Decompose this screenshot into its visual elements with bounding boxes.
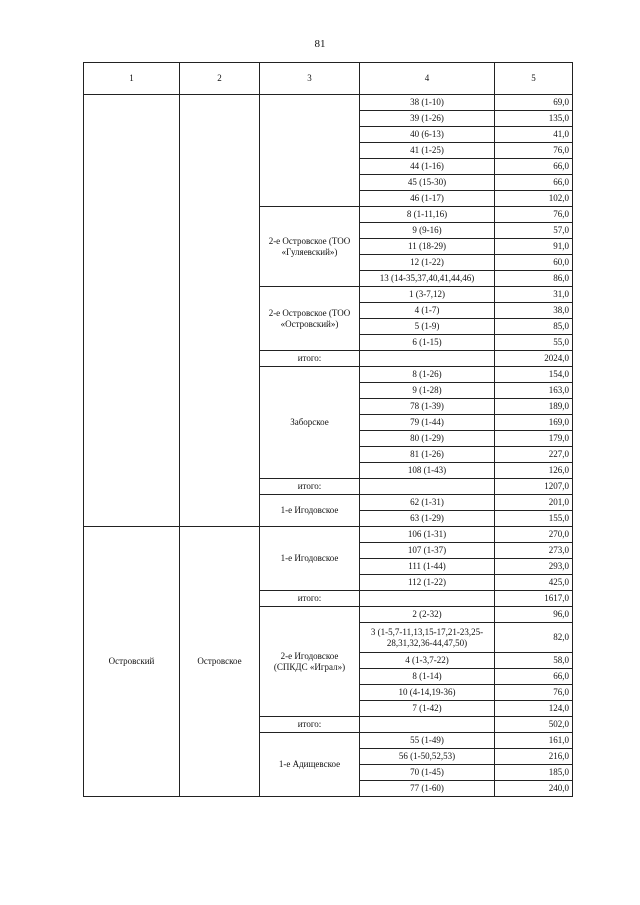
section-cell: 2-е Островское (ТОО «Островский») [260, 287, 360, 351]
header-row [84, 63, 573, 95]
quarter-cell: 1 (3-7,12) [360, 287, 495, 303]
forestry-cell: Островское [180, 527, 260, 797]
quarter-cell: 13 (14-35,37,40,41,44,46) [360, 271, 495, 287]
area-cell: 102,0 [495, 191, 573, 207]
area-cell: 425,0 [495, 575, 573, 591]
quarter-cell: 9 (1-28) [360, 383, 495, 399]
area-cell: 201,0 [495, 495, 573, 511]
quarter-cell: 70 (1-45) [360, 765, 495, 781]
area-cell: 82,0 [495, 623, 573, 653]
quarter-cell: 8 (1-26) [360, 367, 495, 383]
area-cell: 163,0 [495, 383, 573, 399]
area-cell: 227,0 [495, 447, 573, 463]
quarter-cell: 4 (1-3,7-22) [360, 653, 495, 669]
quarter-cell: 62 (1-31) [360, 495, 495, 511]
district-cell [84, 95, 180, 527]
area-cell: 124,0 [495, 701, 573, 717]
header-cell: 3 [260, 63, 360, 95]
quarter-cell [360, 479, 495, 495]
quarter-cell: 4 (1-7) [360, 303, 495, 319]
section-cell: 1-е Игодовское [260, 495, 360, 527]
quarter-cell: 79 (1-44) [360, 415, 495, 431]
quarter-cell: 5 (1-9) [360, 319, 495, 335]
quarter-cell: 8 (1-11,16) [360, 207, 495, 223]
forestry-cell [180, 95, 260, 527]
quarter-cell: 2 (2-32) [360, 607, 495, 623]
area-cell: 135,0 [495, 111, 573, 127]
area-cell: 57,0 [495, 223, 573, 239]
area-cell: 185,0 [495, 765, 573, 781]
quarter-cell: 80 (1-29) [360, 431, 495, 447]
table-row [84, 95, 573, 111]
total-label: итого: [260, 351, 360, 367]
quarter-cell: 107 (1-37) [360, 543, 495, 559]
area-cell: 66,0 [495, 159, 573, 175]
area-cell: 38,0 [495, 303, 573, 319]
area-cell: 126,0 [495, 463, 573, 479]
quarter-cell: 38 (1-10) [360, 95, 495, 111]
forest-quarters-table [83, 62, 573, 797]
quarter-cell: 7 (1-42) [360, 701, 495, 717]
header-cell: 2 [180, 63, 260, 95]
area-cell: 91,0 [495, 239, 573, 255]
quarter-cell: 106 (1-31) [360, 527, 495, 543]
area-cell: 161,0 [495, 733, 573, 749]
district-cell: Островский [84, 527, 180, 797]
area-cell: 216,0 [495, 749, 573, 765]
table-row [84, 527, 573, 543]
quarter-cell: 77 (1-60) [360, 781, 495, 797]
header-cell: 5 [495, 63, 573, 95]
header-cell: 1 [84, 63, 180, 95]
area-cell: 293,0 [495, 559, 573, 575]
area-cell: 41,0 [495, 127, 573, 143]
area-cell: 31,0 [495, 287, 573, 303]
quarter-cell: 6 (1-15) [360, 335, 495, 351]
quarter-cell: 45 (15-30) [360, 175, 495, 191]
quarter-cell: 3 (1-5,7-11,13,15-17,21-23,25-28,31,32,36-44,47,50) [360, 623, 495, 653]
quarter-cell: 78 (1-39) [360, 399, 495, 415]
quarter-cell: 44 (1-16) [360, 159, 495, 175]
quarter-cell: 56 (1-50,52,53) [360, 749, 495, 765]
area-cell: 60,0 [495, 255, 573, 271]
quarter-cell: 81 (1-26) [360, 447, 495, 463]
total-value: 502,0 [495, 717, 573, 733]
area-cell: 155,0 [495, 511, 573, 527]
area-cell: 86,0 [495, 271, 573, 287]
area-cell: 58,0 [495, 653, 573, 669]
section-cell: Заборское [260, 367, 360, 479]
total-label: итого: [260, 591, 360, 607]
area-cell: 189,0 [495, 399, 573, 415]
area-cell: 169,0 [495, 415, 573, 431]
quarter-cell: 112 (1-22) [360, 575, 495, 591]
quarter-cell: 40 (6-13) [360, 127, 495, 143]
area-cell: 85,0 [495, 319, 573, 335]
total-value: 2024,0 [495, 351, 573, 367]
header-cell: 4 [360, 63, 495, 95]
quarter-cell: 41 (1-25) [360, 143, 495, 159]
area-cell: 154,0 [495, 367, 573, 383]
area-cell: 270,0 [495, 527, 573, 543]
area-cell: 66,0 [495, 175, 573, 191]
quarter-cell: 111 (1-44) [360, 559, 495, 575]
quarter-cell: 11 (18-29) [360, 239, 495, 255]
quarter-cell: 55 (1-49) [360, 733, 495, 749]
quarter-cell: 12 (1-22) [360, 255, 495, 271]
total-label: итого: [260, 717, 360, 733]
area-cell: 179,0 [495, 431, 573, 447]
quarter-cell: 9 (9-16) [360, 223, 495, 239]
area-cell: 76,0 [495, 685, 573, 701]
quarter-cell [360, 591, 495, 607]
section-cell: 1-е Адищевское [260, 733, 360, 797]
quarter-cell: 46 (1-17) [360, 191, 495, 207]
quarter-cell: 108 (1-43) [360, 463, 495, 479]
quarter-cell [360, 717, 495, 733]
quarter-cell [360, 351, 495, 367]
quarter-cell: 39 (1-26) [360, 111, 495, 127]
section-cell: 1-е Игодовское [260, 527, 360, 591]
page-number: 81 [314, 38, 326, 50]
quarter-cell: 8 (1-14) [360, 669, 495, 685]
total-value: 1617,0 [495, 591, 573, 607]
section-cell: 2-е Островское (ТОО «Гуляевский») [260, 207, 360, 287]
area-cell: 76,0 [495, 143, 573, 159]
quarter-cell: 10 (4-14,19-36) [360, 685, 495, 701]
area-cell: 76,0 [495, 207, 573, 223]
area-cell: 55,0 [495, 335, 573, 351]
area-cell: 69,0 [495, 95, 573, 111]
area-cell: 66,0 [495, 669, 573, 685]
area-cell: 240,0 [495, 781, 573, 797]
total-label: итого: [260, 479, 360, 495]
quarter-cell: 63 (1-29) [360, 511, 495, 527]
area-cell: 96,0 [495, 607, 573, 623]
section-cell: 2-е Игодовское (СПКДС «Играл») [260, 607, 360, 717]
area-cell: 273,0 [495, 543, 573, 559]
section-cell [260, 95, 360, 207]
total-value: 1207,0 [495, 479, 573, 495]
